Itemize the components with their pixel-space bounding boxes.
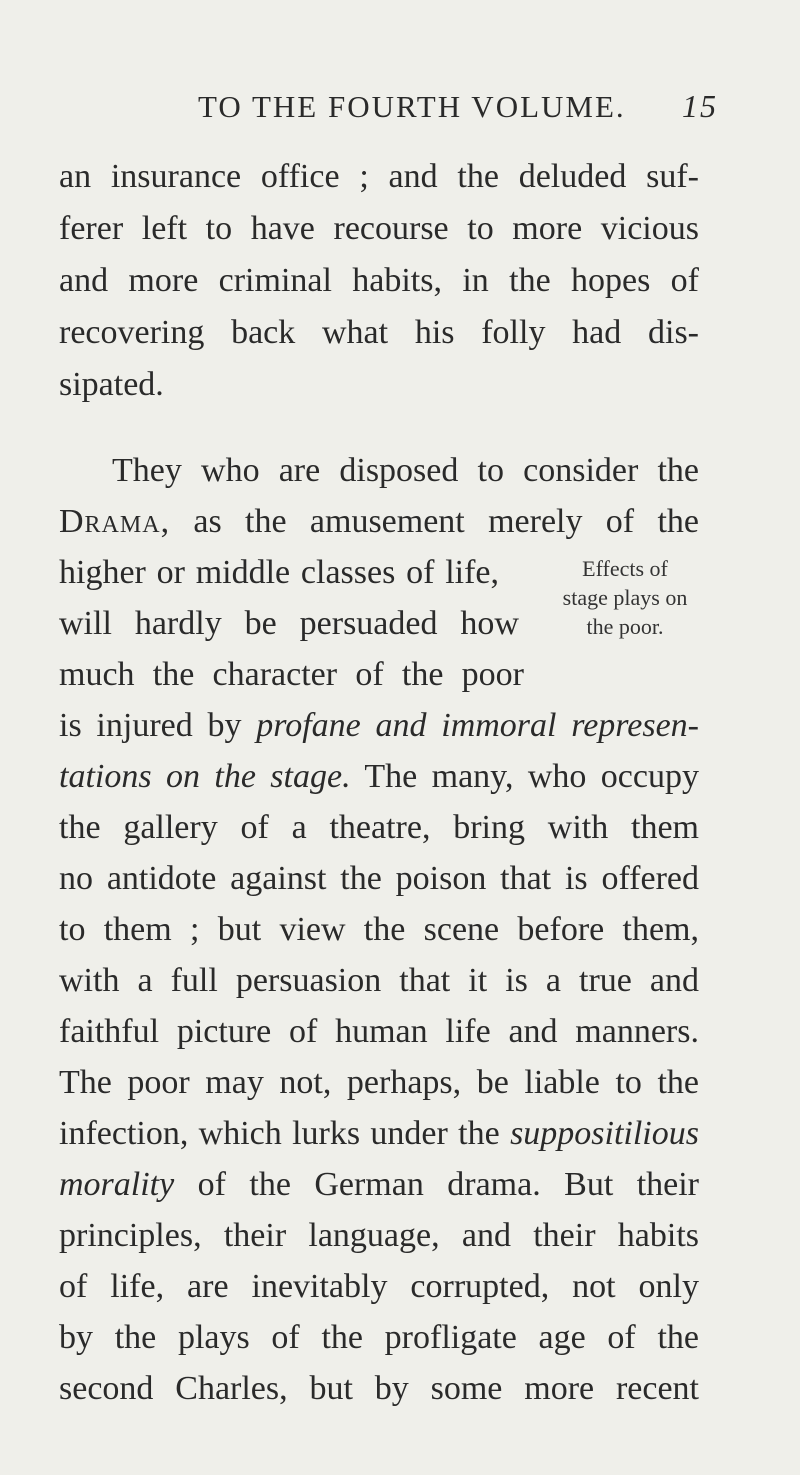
text-span: is injured by <box>59 707 257 744</box>
italic-span: profane and immoral represen- <box>256 707 699 744</box>
running-title: TO THE FOURTH VOLUME. <box>198 89 626 124</box>
text-line: sipated. <box>59 366 164 403</box>
text-line: second Charles, but by some more recent <box>59 1370 699 1407</box>
text-line: by the plays of the profligate age of the <box>59 1319 699 1356</box>
text-line <box>59 1115 699 1153</box>
text-line: an insurance office ; and the deluded suf- <box>59 158 699 195</box>
text-line: of life, are inevitably corrupted, not only <box>59 1268 699 1305</box>
text-line: and more criminal habits, in the hopes of <box>59 262 699 299</box>
text-span: The many, who occupy <box>350 758 699 795</box>
text-span: infection, which lurks under the <box>59 1115 511 1152</box>
text-line: much the character of the poor <box>59 656 524 693</box>
text-line <box>59 1166 699 1204</box>
text-line: higher or middle classes of life, <box>59 554 499 591</box>
italic-span: tations on the stage. <box>59 758 351 795</box>
margin-note-line: Effects of <box>582 556 668 581</box>
text-line: with a full persuasion that it is a true and <box>59 962 699 999</box>
page-number: 15 <box>682 88 718 124</box>
italic-span: suppositilious <box>510 1115 699 1152</box>
margin-note <box>535 554 715 641</box>
text-line: principles, their language, and their habits <box>59 1217 699 1254</box>
text-line <box>59 758 699 796</box>
text-line: recovering back what his folly had dis- <box>59 314 699 351</box>
text-line: They who are disposed to consider the <box>112 452 699 489</box>
text-line: will hardly be persuaded how <box>59 605 519 642</box>
text-line <box>59 503 699 541</box>
italic-span: morality <box>59 1166 175 1203</box>
text-line: to them ; but view the scene before them, <box>59 911 699 948</box>
text-line: the gallery of a theatre, bring with them <box>59 809 699 846</box>
text-line: no antidote against the poison that is offered <box>59 860 699 897</box>
text-span: as the amusement merely of the <box>170 503 699 540</box>
running-header <box>198 88 718 125</box>
text-line <box>59 707 699 745</box>
text-line: faithful picture of human life and manners. <box>59 1013 699 1050</box>
text-span: of the German drama. But their <box>174 1166 699 1203</box>
text-line: The poor may not, perhaps, be liable to the <box>59 1064 699 1101</box>
text-line: ferer left to have recourse to more vicious <box>59 210 699 247</box>
margin-note-line: the poor. <box>586 614 664 639</box>
margin-note-line: stage plays on <box>562 585 688 610</box>
drama-small-caps: Drama, <box>59 503 171 540</box>
